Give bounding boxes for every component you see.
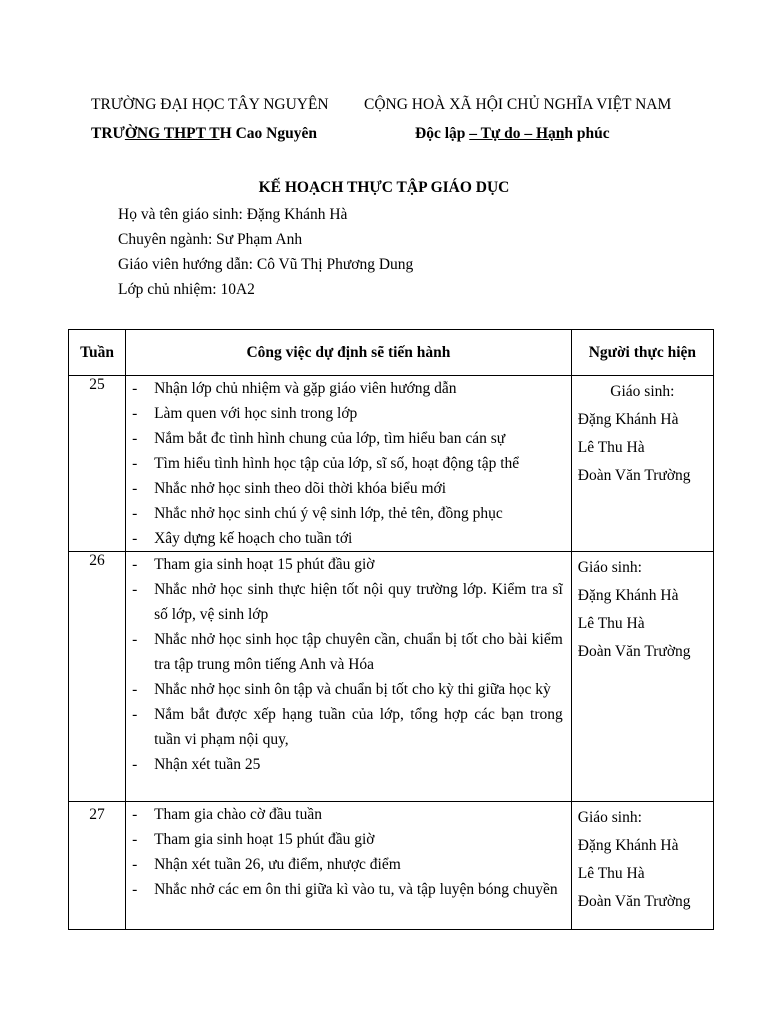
task-item: - Nhận xét tuần 25 [132, 752, 563, 777]
dash: - [132, 455, 138, 472]
task-item: - Tìm hiểu tình hình học tập của lớp, sĩ số, hoạt động tập thể [132, 451, 563, 476]
person-cell [571, 802, 713, 930]
national-motto [415, 124, 610, 144]
homeroom-class: Lớp chủ nhiệm: 10A2 [118, 281, 255, 298]
person-name: Đoàn Văn Trường [577, 643, 691, 660]
dash: - [132, 756, 138, 773]
person-name: Lê Thu Hà [577, 439, 645, 456]
task-item: - Nhắc nhở học sinh ôn tập và chuẩn bị tốt cho kỳ thi giữa học kỳ [132, 677, 563, 702]
header-person: Người thực hiện [571, 330, 713, 376]
task-list [126, 376, 571, 551]
task-list [126, 802, 571, 902]
person-cell [571, 376, 713, 552]
table-header-row [69, 330, 714, 376]
task-item: - Nhắc nhở học sinh chú ý vệ sinh lớp, thẻ tên, đồng phục [132, 501, 563, 526]
dash: - [132, 430, 138, 447]
dash: - [132, 631, 138, 648]
table-row [69, 376, 714, 552]
dash: - [132, 806, 138, 823]
university-name: TRƯỜNG ĐẠI HỌC TÂY NGUYÊN [91, 96, 329, 113]
task-item: - Nắm bắt đc tình hình chung của lớp, tìm hiểu ban cán sự [132, 426, 563, 451]
task-item: - Nhắc nhở các em ôn thi giữa kì vào tu, và tập luyện bóng chuyền [132, 877, 563, 902]
table-row [69, 802, 714, 930]
person-list [572, 552, 713, 668]
mentor: Giáo viên hướng dẫn: Cô Vũ Thị Phương Dung [118, 256, 414, 273]
dash: - [132, 480, 138, 497]
task-item: - Nhận xét tuần 26, ưu điểm, nhược điểm [132, 852, 563, 877]
dash: - [132, 380, 138, 397]
task-cell [126, 552, 572, 802]
motto-part-2: – Tự do – Hạn [469, 125, 565, 142]
person-label: Giáo sinh: [577, 809, 642, 826]
task-item: - Nhắc nhở học sinh học tập chuyên cần, chuẩn bị tốt cho bài kiểm tra tập trung môn tiếng Anh và Hóa [132, 627, 563, 677]
person-list [572, 802, 713, 918]
task-item: - Làm quen với học sinh trong lớp [132, 401, 563, 426]
task-item: - Tham gia sinh hoạt 15 phút đầu giờ [132, 552, 563, 577]
dash: - [132, 505, 138, 522]
task-item: - Nắm bắt được xếp hạng tuần của lớp, tổng hợp các bạn trong tuần vi phạm nội quy, [132, 702, 563, 752]
task-item: - Tham gia sinh hoạt 15 phút đầu giờ [132, 827, 563, 852]
school-name-part-3: H Cao Nguyên [219, 125, 317, 142]
person-cell [571, 552, 713, 802]
plan-table [68, 329, 714, 930]
person-name: Đoàn Văn Trường [577, 893, 691, 910]
dash: - [132, 530, 138, 547]
motto-part-3: h phúc [564, 125, 610, 142]
dash: - [132, 831, 138, 848]
document-title: KẾ HOẠCH THỰC TẬP GIÁO DỤC [258, 179, 510, 196]
person-list [572, 376, 713, 492]
task-cell [126, 376, 572, 552]
task-list [126, 552, 571, 777]
task-item: - Nhắc nhở học sinh thực hiện tốt nội quy trường lớp. Kiểm tra sĩ số lớp, vệ sinh lớp [132, 577, 563, 627]
person-name: Lê Thu Hà [577, 615, 645, 632]
person-name: Đoàn Văn Trường [577, 467, 691, 484]
task-item: - Xây dựng kế hoạch cho tuần tới [132, 526, 563, 551]
person-name: Đặng Khánh Hà [577, 587, 679, 604]
school-name-part-2: ỜNG THPT T [124, 125, 220, 142]
student-name: Họ và tên giáo sinh: Đặng Khánh Hà [118, 206, 348, 223]
header-week: Tuần [69, 330, 126, 376]
header-tasks: Công việc dự định sẽ tiến hành [126, 330, 572, 376]
dash: - [132, 681, 138, 698]
dash: - [132, 856, 138, 873]
task-item: - Nhận lớp chủ nhiệm và gặp giáo viên hướng dẫn [132, 376, 563, 401]
dash: - [132, 706, 138, 723]
person-name: Đặng Khánh Hà [577, 837, 679, 854]
school-name [91, 124, 317, 144]
table-row [69, 552, 714, 802]
task-item: - Tham gia chào cờ đầu tuần [132, 802, 563, 827]
person-name: Lê Thu Hà [577, 865, 645, 882]
person-label: Giáo sinh: [610, 383, 675, 400]
week-number: 25 [69, 376, 126, 552]
person-name: Đặng Khánh Hà [577, 411, 679, 428]
task-item: - Nhắc nhở học sinh theo dõi thời khóa biểu mới [132, 476, 563, 501]
dash: - [132, 581, 138, 598]
week-number: 26 [69, 552, 126, 802]
task-cell [126, 802, 572, 930]
info-block [118, 202, 413, 302]
major: Chuyên ngành: Sư Phạm Anh [118, 231, 303, 248]
school-name-part-1: TRƯ [91, 125, 125, 142]
dash: - [132, 556, 138, 573]
dash: - [132, 881, 138, 898]
country-name: CỘNG HOÀ XÃ HỘI CHỦ NGHĨA VIỆT NAM [364, 96, 672, 113]
motto-part-1: Độc lập [415, 125, 470, 142]
person-label: Giáo sinh: [577, 559, 642, 576]
dash: - [132, 405, 138, 422]
week-number: 27 [69, 802, 126, 930]
